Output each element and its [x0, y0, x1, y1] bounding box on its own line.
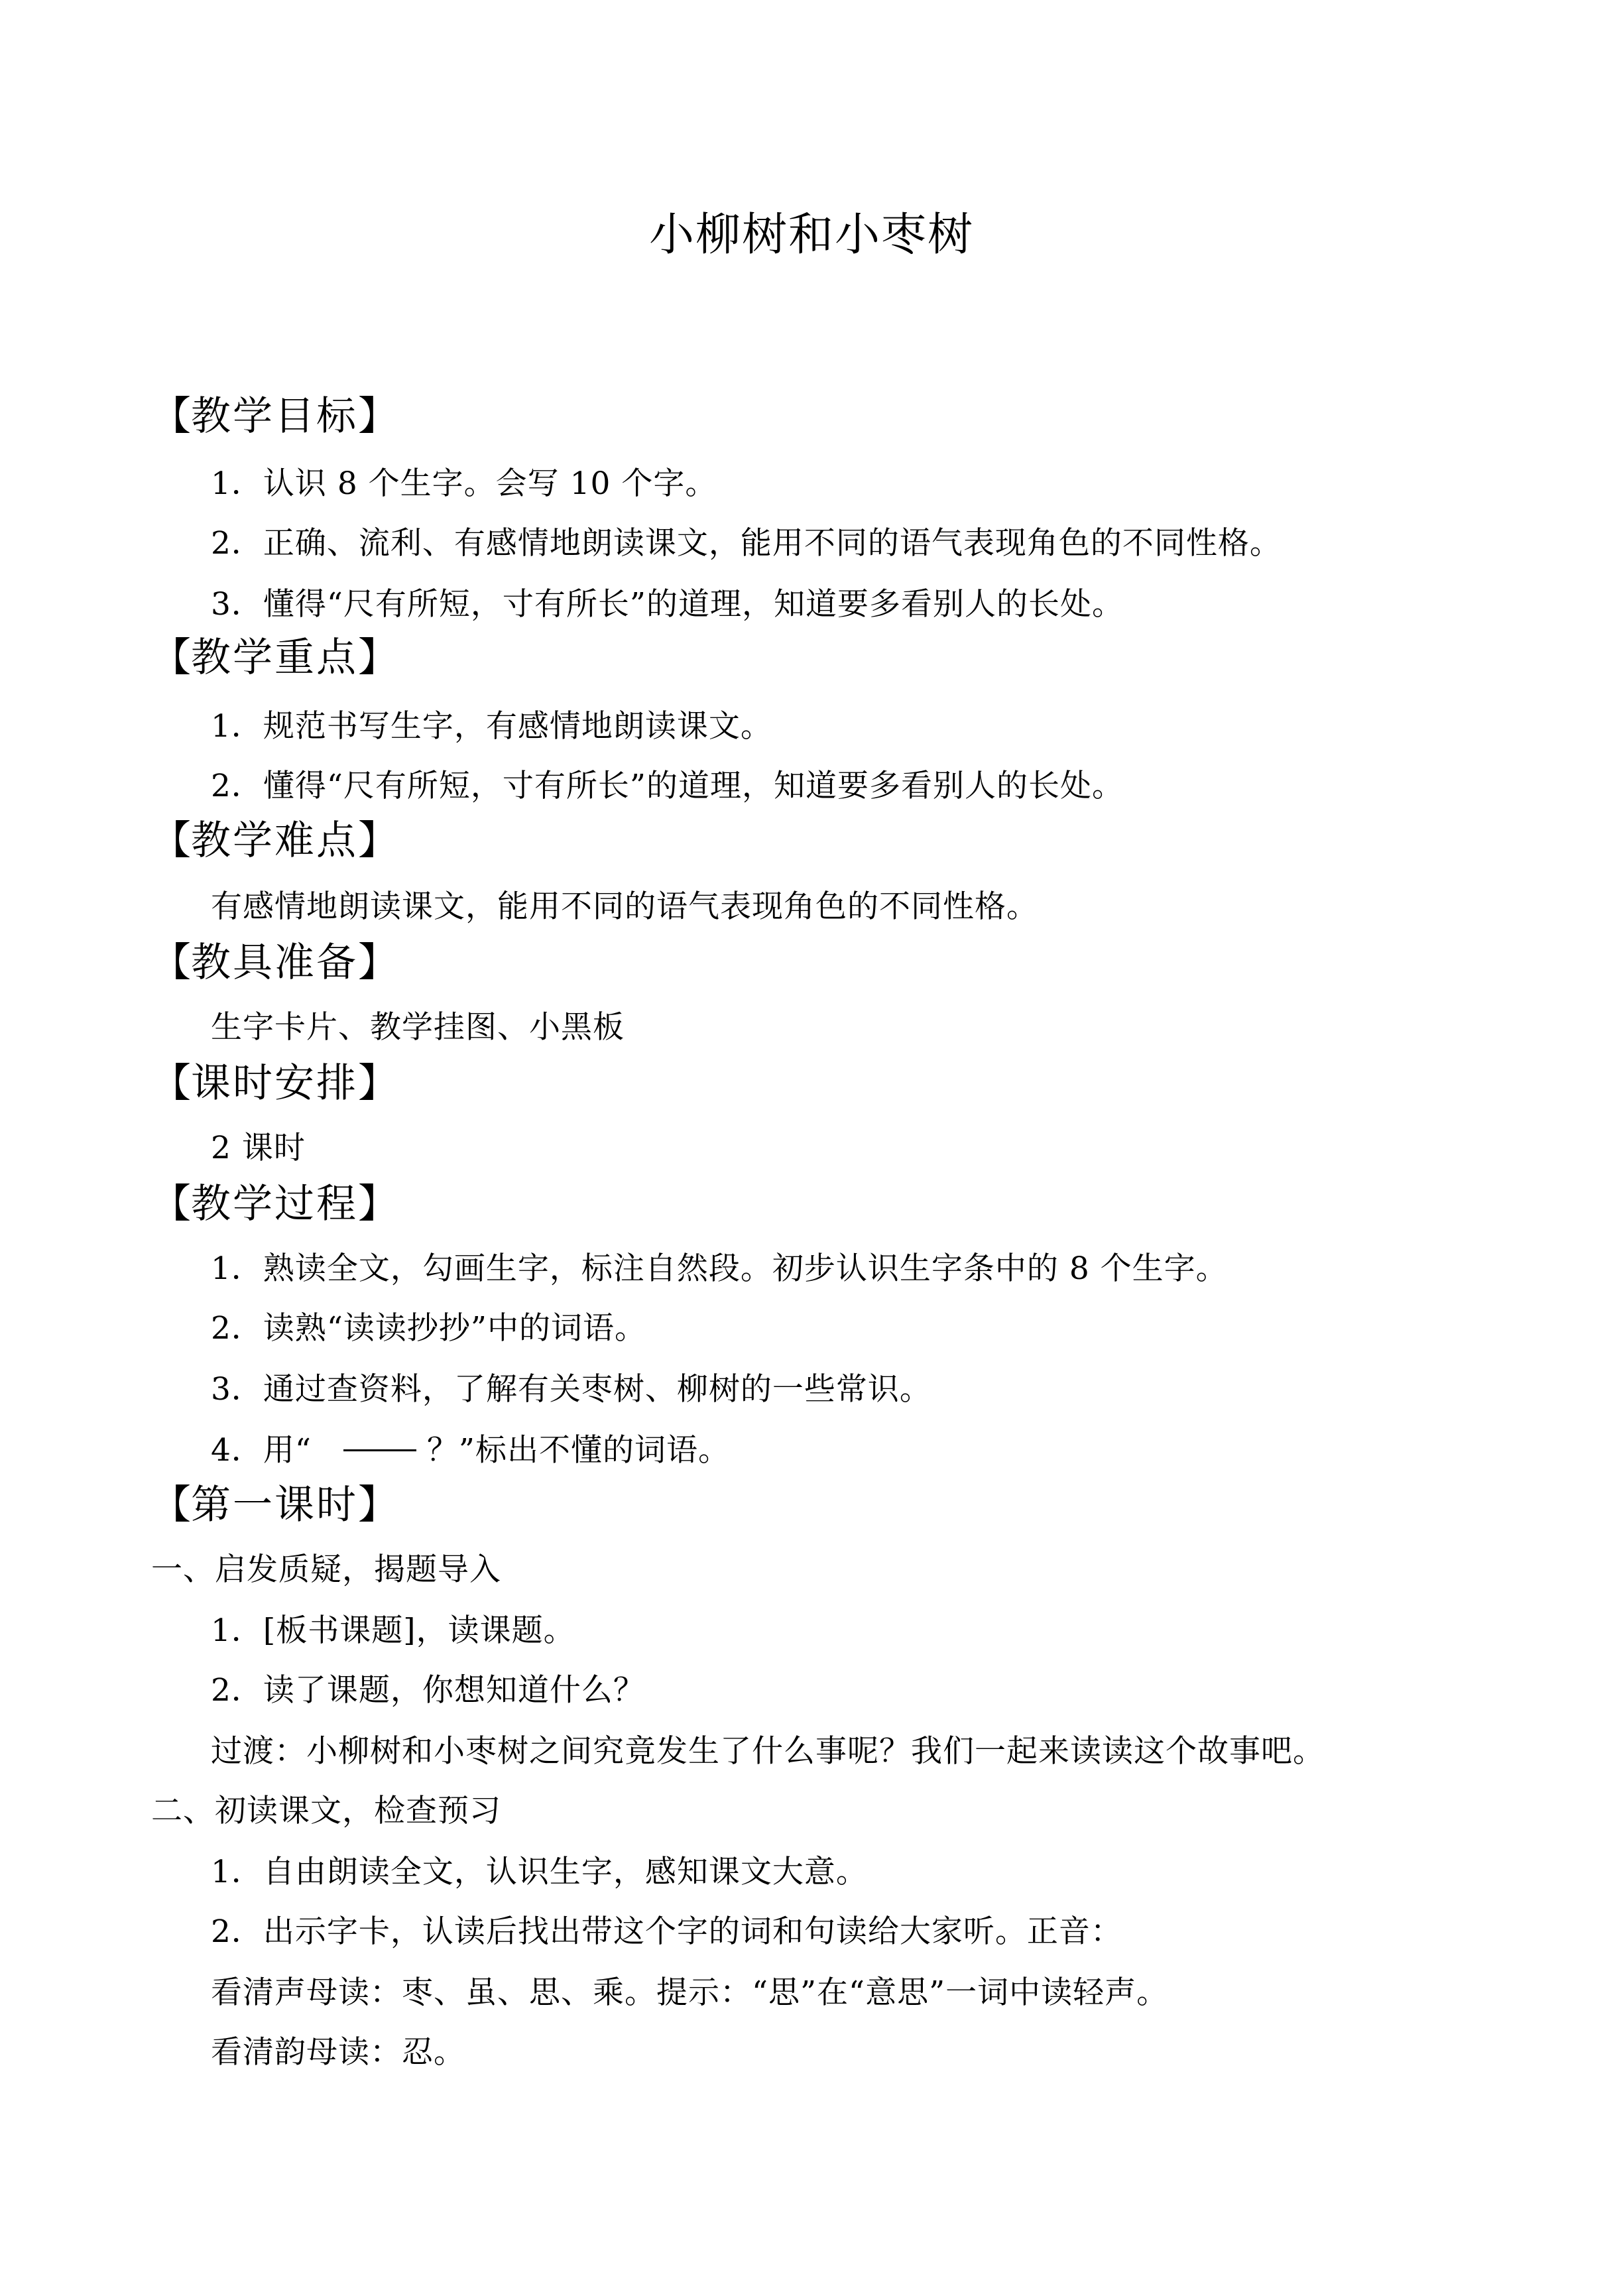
- bracket-open: 【: [151, 393, 191, 440]
- bracket-close: 】: [358, 393, 398, 440]
- bracket-close: 】: [358, 1482, 398, 1528]
- keypoint-item-1: 1．规范书写生字，有感情地朗读课文。: [211, 708, 772, 745]
- heading-text: 教学难点: [191, 817, 358, 864]
- bracket-close: 】: [358, 939, 398, 986]
- difficulty-item-1: 有感情地朗读课文，能用不同的语气表现角色的不同性格。: [211, 888, 1038, 925]
- heading-text: 教学过程: [191, 1181, 358, 1227]
- heading-text: 教学重点: [191, 634, 358, 681]
- process-item-4-prefix: 4．用“: [211, 1432, 312, 1469]
- process-item-2: 2．读熟“读读抄抄”中的词语。: [211, 1310, 646, 1347]
- bracket-open: 【: [151, 634, 191, 681]
- schedule-item-1: 2 课时: [211, 1130, 306, 1166]
- heading-text: 第一课时: [191, 1482, 358, 1528]
- part1-item-2: 2．读了课题，你想知道什么？: [211, 1672, 645, 1709]
- keypoint-item-2: 2．懂得“尺有所短，寸有所长”的道理，知道要多看别人的长处。: [211, 768, 1124, 804]
- heading-text: 教学目标: [191, 393, 358, 440]
- bracket-open: 【: [151, 817, 191, 864]
- part2-item-1: 1．自由朗读全文，认识生字，感知课文大意。: [211, 1854, 868, 1890]
- part2-item-4: 看清韵母读：忍。: [211, 2034, 465, 2071]
- bracket-close: 】: [358, 1060, 398, 1107]
- document-title: 小柳树和小枣树: [648, 209, 974, 261]
- material-item-1: 生字卡片、教学挂图、小黑板: [211, 1009, 625, 1046]
- bracket-close: 】: [358, 634, 398, 681]
- bracket-close: 】: [358, 1181, 398, 1227]
- part1-item-1: 1．[板书课题]，读课题。: [211, 1612, 575, 1649]
- heading-text: 课时安排: [191, 1060, 358, 1107]
- section-heading-schedule: [151, 1052, 398, 1109]
- goal-item-2: 2．正确、流利、有感情地朗读课文，能用不同的语气表现角色的不同性格。: [211, 525, 1282, 562]
- bracket-open: 【: [151, 1482, 191, 1528]
- part2-item-3: 看清声母读：枣、虽、思、乘。提示：“思”在“意思”一词中读轻声。: [211, 1974, 1169, 2011]
- process-item-4-suffix: ？”标出不懂的词语。: [426, 1432, 730, 1469]
- bracket-close: 】: [358, 817, 398, 864]
- section-heading-lesson1: [151, 1473, 398, 1530]
- goal-item-1: 1．认识 8 个生字。会写 10 个字。: [211, 465, 717, 502]
- section-heading-process: [151, 1172, 398, 1229]
- section-heading-difficulties: [151, 809, 398, 866]
- section-heading-materials: [151, 931, 398, 988]
- heading-text: 教具准备: [191, 939, 358, 986]
- process-item-1: 1．熟读全文，勾画生字，标注自然段。初步认识生字条中的 8 个生字。: [211, 1250, 1228, 1287]
- part1-title: 一、启发质疑，揭题导入: [151, 1551, 501, 1588]
- bracket-open: 【: [151, 939, 191, 986]
- process-item-4: [211, 1425, 730, 1470]
- part2-item-2: 2．出示字卡，认读后找出带这个字的词和句读给大家听。正音：: [211, 1913, 1122, 1950]
- section-heading-goals: [151, 385, 398, 442]
- process-item-3: 3．通过查资料，了解有关枣树、柳树的一些常识。: [211, 1371, 932, 1408]
- part1-transition: 过渡：小柳树和小枣树之间究竟发生了什么事呢？我们一起来读读这个故事吧。: [211, 1733, 1325, 1770]
- underline-mark: [343, 1449, 416, 1451]
- bracket-open: 【: [151, 1060, 191, 1107]
- bracket-open: 【: [151, 1181, 191, 1227]
- section-heading-keypoints: [151, 626, 398, 683]
- part2-title: 二、初读课文，检查预习: [151, 1793, 501, 1829]
- goal-item-3: 3．懂得“尺有所短，寸有所长”的道理，知道要多看别人的长处。: [211, 586, 1124, 623]
